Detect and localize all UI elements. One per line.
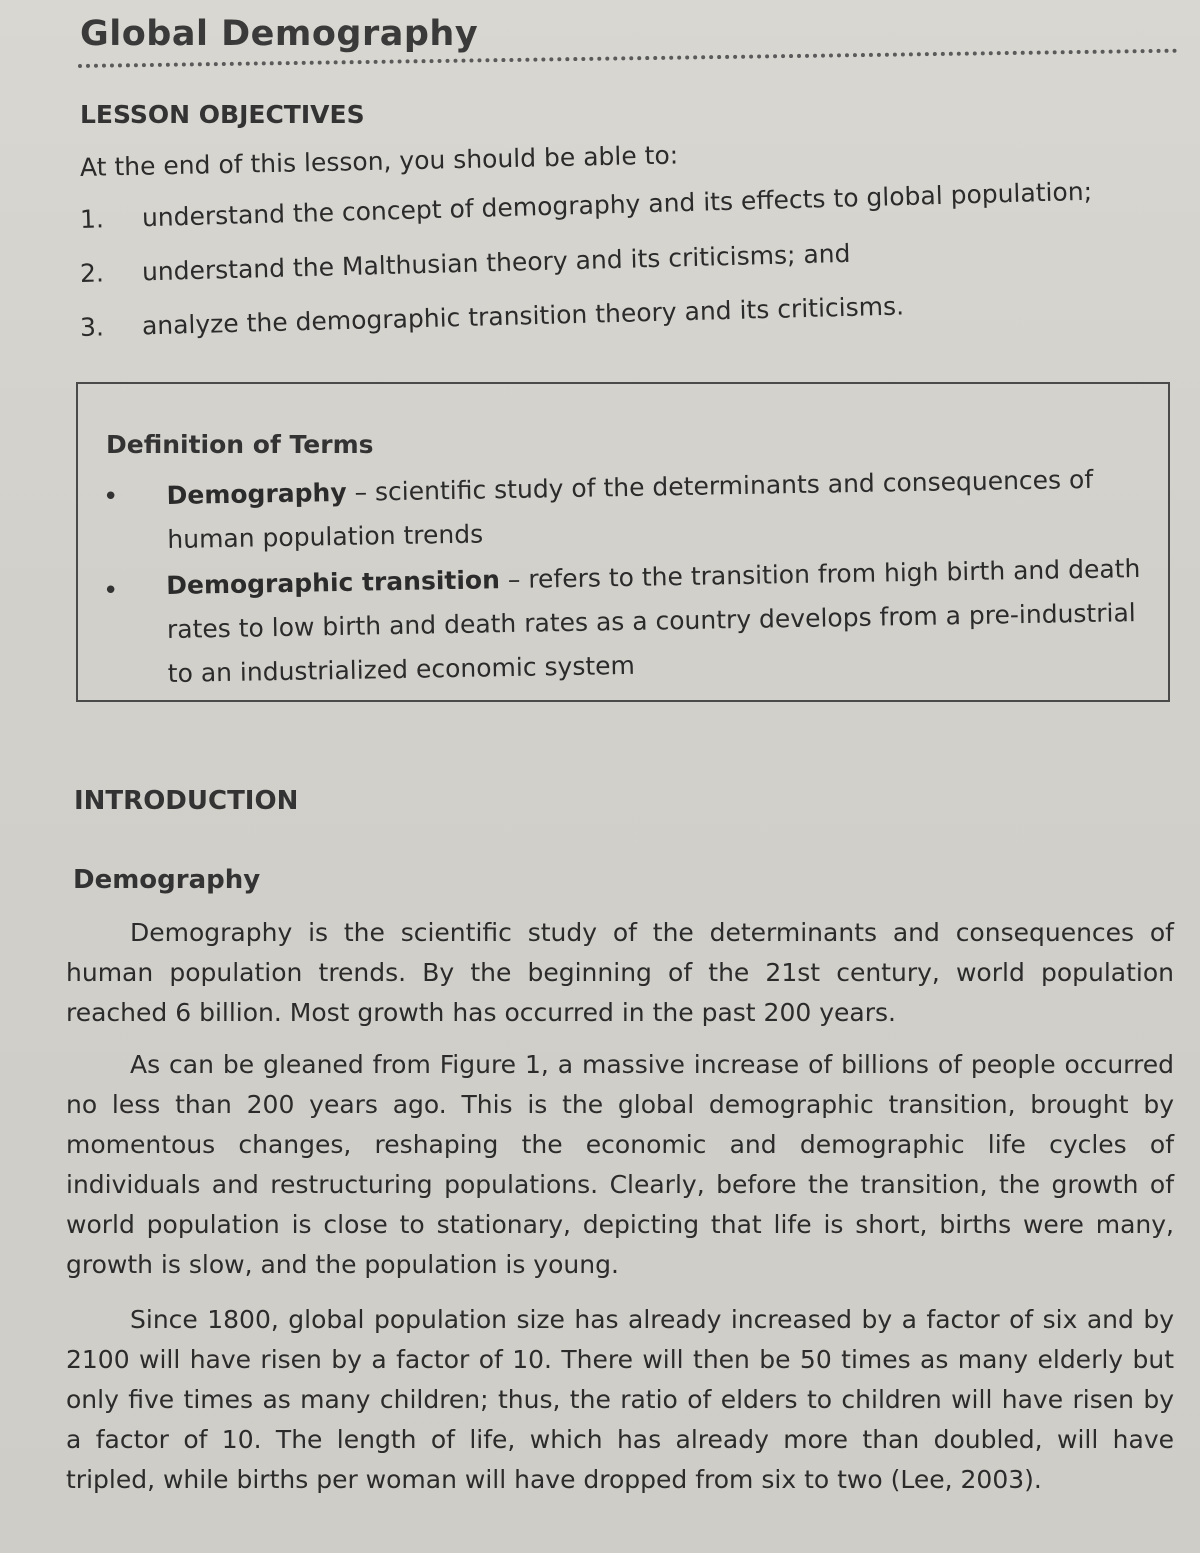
page-title: Global Demography (80, 14, 479, 54)
bullet-icon: • (103, 482, 119, 512)
bullet-icon: • (103, 576, 119, 606)
definition-item: Demography – scientific study of the determinants and consequences of human population trends (166, 464, 1094, 554)
definition-term: Demography (166, 477, 347, 511)
paragraph: Since 1800, global population size has already increased by a factor of six and by 2100 will have risen by a factor of 10. There will then be 50 times as many elderly but only five times as many children; thus, the ratio of elders to children will have risen by a factor of 10. The length of life, which has already more than doubled, will have tripled, while births per woman will have dropped from six to two (Lee, 2003). (66, 1305, 1174, 1494)
definition-item: Demographic transition – refers to the transition from high birth and death rates to low birth and death rates as a country develops from a pre-industrial to an industrialized economic system (165, 554, 1141, 688)
objective-number: 2. (79, 258, 105, 288)
objectives-intro: At the end of this lesson, you should be able to: (79, 140, 679, 182)
objective-text: understand the Malthusian theory and its criticisms; and (141, 238, 851, 287)
objective-number: 1. (79, 204, 105, 234)
demography-subheading: Demography (73, 865, 261, 895)
objective-item (80, 239, 851, 288)
objective-text: understand the concept of demography and its effects to global population; (141, 176, 1093, 233)
objective-item (80, 291, 905, 342)
definition-term: Demographic transition (165, 565, 501, 601)
objective-item (80, 177, 1093, 234)
objectives-heading: LESSON OBJECTIVES (80, 100, 365, 129)
objective-number: 3. (79, 312, 105, 342)
paragraph: Demography is the scientific study of the determinants and consequences of human population trends. By the beginning of the 21st century, world population reached 6 billion. Most growth has occurred in the past 200 years. (66, 918, 1174, 1027)
definitions-heading: Definition of Terms (106, 430, 374, 459)
definition-text: scientific study of the determinants and consequences of human population trends (167, 464, 1094, 554)
introduction-heading: INTRODUCTION (74, 786, 299, 816)
paragraph: As can be gleaned from Figure 1, a massive increase of billions of people occurred no less than 200 years ago. This is the global demographic transition, brought by momentous changes, reshaping the economic and demographic life cycles of individuals and restructuring populations. Clearly, before the transition, the growth of world population is close to stationary, depicting that life is short, births were many, growth is slow, and the population is young. (66, 1050, 1174, 1279)
objective-text: analyze the demographic transition theory and its criticisms. (141, 291, 905, 341)
definition-text: refers to the transition from high birth and death rates to low birth and death rates as a country develops from a pre-industrial to an industrialized economic system (166, 554, 1141, 688)
